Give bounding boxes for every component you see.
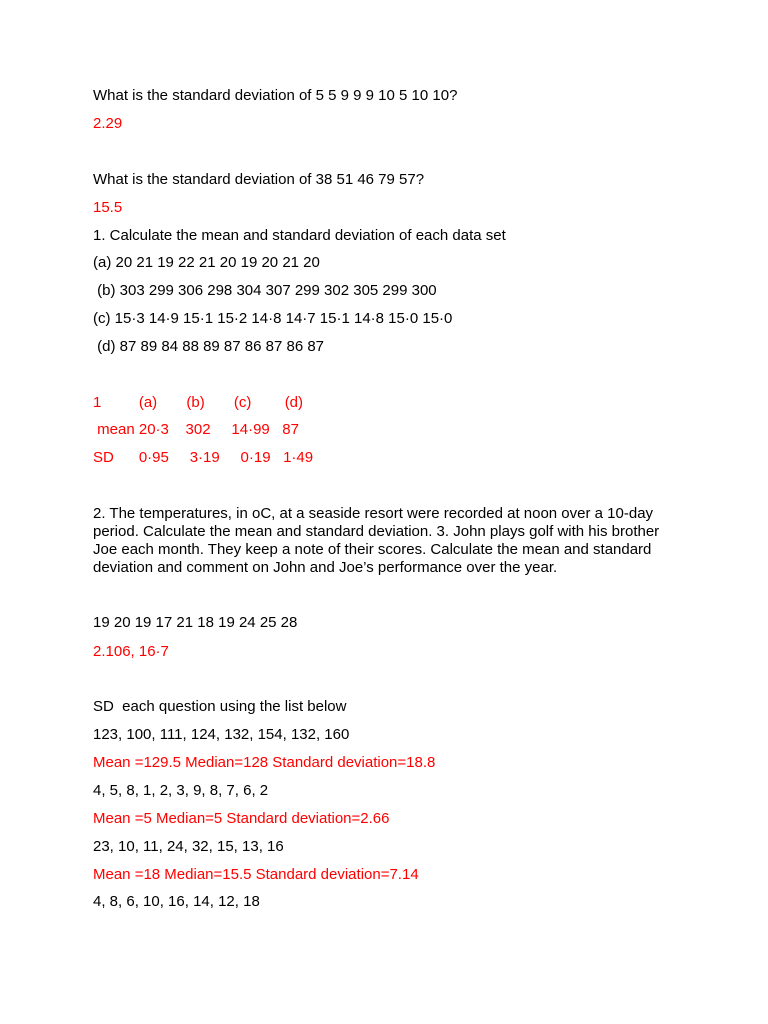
exercise-2-data: 19 20 19 17 21 18 19 24 25 28	[93, 614, 298, 631]
exercise-2-text: 2. The temperatures, in oC, at a seaside resort were recorded at noon over a 10-day period. Calculate the mean and standard deviation. 3. John plays golf with his brother Joe each month. They keep a note of their scores. Calculate the mean and standard deviation and comment on John and Joe’s performance over the year.	[93, 505, 660, 576]
list-item-data: 23, 10, 11, 24, 32, 15, 13, 16	[93, 838, 284, 855]
list-item-data: 4, 5, 8, 1, 2, 3, 9, 8, 7, 6, 2	[93, 782, 269, 799]
exercise-1-answer-sd: SD 0·95 3·19 0·19 1·49	[93, 449, 314, 466]
question-1: What is the standard deviation of 5 5 9 9 9 10 5 10 10?	[93, 87, 458, 104]
exercise-1-set-a: (a) 20 21 19 22 21 20 19 20 21 20	[93, 254, 320, 271]
answer-1: 2.29	[93, 115, 123, 132]
list-item-answer: Mean =18 Median=15.5 Standard deviation=7.14	[93, 866, 419, 883]
exercise-1-set-c: (c) 15·3 14·9 15·1 15·2 14·8 14·7 15·1 14·8 15·0 15·0	[93, 310, 453, 327]
exercise-1-answer-header: 1 (a) (b) (c) (d)	[93, 394, 304, 411]
list-item-data: 123, 100, 111, 124, 132, 154, 132, 160	[93, 726, 350, 743]
exercise-1-prompt: 1. Calculate the mean and standard deviation of each data set	[93, 227, 506, 244]
list-item-answer: Mean =129.5 Median=128 Standard deviation=18.8	[93, 754, 436, 771]
exercise-2-answer: 2.106, 16·7	[93, 643, 169, 660]
exercise-1-answer-mean: mean 20·3 302 14·99 87	[93, 421, 299, 438]
answer-2: 15.5	[93, 199, 123, 216]
list-item-data: 4, 8, 6, 10, 16, 14, 12, 18	[93, 893, 260, 910]
exercise-1-set-b: (b) 303 299 306 298 304 307 299 302 305 299 300	[93, 282, 437, 299]
list-item-answer: Mean =5 Median=5 Standard deviation=2.66	[93, 810, 390, 827]
question-2: What is the standard deviation of 38 51 46 79 57?	[93, 171, 425, 188]
list-section-heading: SD each question using the list below	[93, 698, 347, 715]
exercise-1-set-d: (d) 87 89 84 88 89 87 86 87 86 87	[93, 338, 325, 355]
